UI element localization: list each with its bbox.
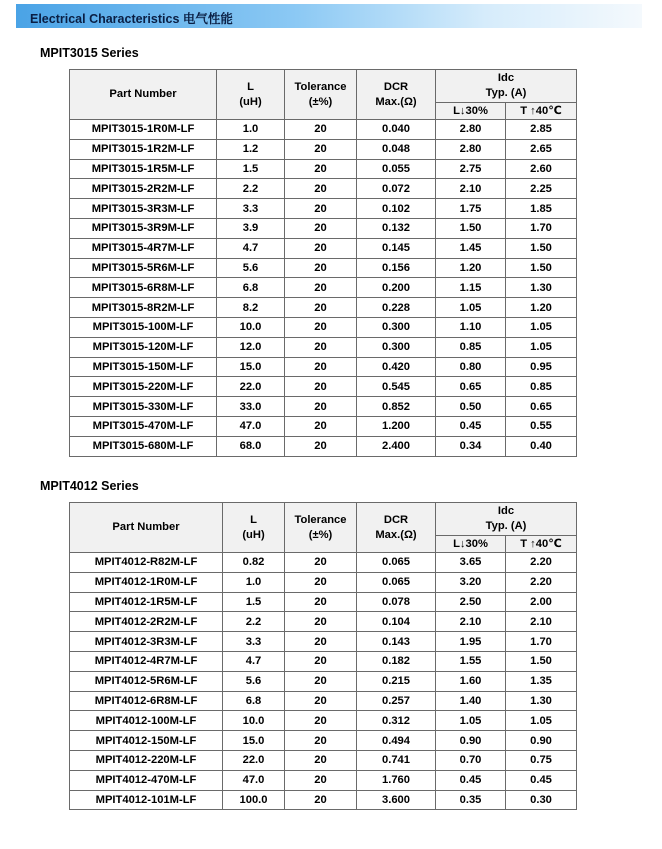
tolerance-cell: 20 bbox=[285, 159, 357, 179]
dcr-cell: 0.300 bbox=[357, 317, 436, 337]
part-number-cell: MPIT3015-120M-LF bbox=[70, 337, 217, 357]
idc-t-rise-cell: 0.30 bbox=[506, 790, 577, 810]
header-tolerance-line2: (±%) bbox=[308, 528, 333, 541]
idc-t-rise-cell: 0.45 bbox=[506, 770, 577, 790]
part-number-cell: MPIT3015-220M-LF bbox=[70, 377, 217, 397]
idc-t-rise-cell: 1.50 bbox=[506, 651, 577, 671]
part-number-cell: MPIT4012-470M-LF bbox=[70, 770, 223, 790]
idc-l-drop-cell: 1.45 bbox=[436, 238, 506, 258]
table-row bbox=[70, 397, 577, 417]
inductance-cell: 22.0 bbox=[223, 750, 285, 770]
part-number-cell: MPIT3015-4R7M-LF bbox=[70, 238, 217, 258]
idc-l-drop-cell: 2.10 bbox=[436, 179, 506, 199]
tolerance-cell: 20 bbox=[285, 357, 357, 377]
header-idc bbox=[436, 503, 577, 536]
idc-l-drop-cell: 1.75 bbox=[436, 199, 506, 219]
idc-l-drop-cell: 1.55 bbox=[436, 651, 506, 671]
idc-t-rise-cell: 1.35 bbox=[506, 671, 577, 691]
part-number-cell: MPIT3015-330M-LF bbox=[70, 397, 217, 417]
table-row bbox=[70, 238, 577, 258]
idc-l-drop-cell: 0.45 bbox=[436, 770, 506, 790]
idc-t-rise-cell: 1.50 bbox=[506, 258, 577, 278]
header-part-number: Part Number bbox=[70, 70, 217, 120]
inductance-cell: 100.0 bbox=[223, 790, 285, 810]
spec-table-mpit4012 bbox=[69, 502, 577, 810]
table-row bbox=[70, 731, 577, 751]
table-row bbox=[70, 711, 577, 731]
table-row bbox=[70, 120, 577, 140]
header-tolerance bbox=[285, 70, 357, 120]
inductance-cell: 68.0 bbox=[217, 436, 285, 456]
dcr-cell: 0.102 bbox=[357, 199, 436, 219]
dcr-cell: 0.420 bbox=[357, 357, 436, 377]
idc-t-rise-cell: 1.50 bbox=[506, 238, 577, 258]
inductance-cell: 10.0 bbox=[223, 711, 285, 731]
idc-l-drop-cell: 1.95 bbox=[436, 632, 506, 652]
table-row bbox=[70, 671, 577, 691]
idc-t-rise-cell: 1.05 bbox=[506, 317, 577, 337]
header-idc-line1: Idc bbox=[497, 72, 515, 84]
idc-t-rise-cell: 2.10 bbox=[506, 612, 577, 632]
part-number-cell: MPIT4012-1R0M-LF bbox=[70, 572, 223, 592]
dcr-cell: 0.143 bbox=[357, 632, 436, 652]
table-row bbox=[70, 750, 577, 770]
tolerance-cell: 20 bbox=[285, 572, 357, 592]
dcr-cell: 0.215 bbox=[357, 671, 436, 691]
tolerance-cell: 20 bbox=[285, 731, 357, 751]
header-idc-line1: Idc bbox=[497, 505, 515, 517]
idc-l-drop-cell: 0.85 bbox=[436, 337, 506, 357]
tolerance-cell: 20 bbox=[285, 671, 357, 691]
idc-l-drop-cell: 1.15 bbox=[436, 278, 506, 298]
idc-l-drop-cell: 2.80 bbox=[436, 139, 506, 159]
table-row bbox=[70, 592, 577, 612]
idc-t-rise-cell: 2.25 bbox=[506, 179, 577, 199]
tolerance-cell: 20 bbox=[285, 179, 357, 199]
table-row bbox=[70, 416, 577, 436]
idc-t-rise-cell: 1.05 bbox=[506, 337, 577, 357]
part-number-cell: MPIT3015-1R0M-LF bbox=[70, 120, 217, 140]
part-number-cell: MPIT3015-2R2M-LF bbox=[70, 179, 217, 199]
idc-t-rise-cell: 1.70 bbox=[506, 218, 577, 238]
idc-t-rise-cell: 0.90 bbox=[506, 731, 577, 751]
dcr-cell: 0.132 bbox=[357, 218, 436, 238]
section-title: Electrical Characteristics 电气性能 bbox=[30, 12, 233, 26]
part-number-cell: MPIT3015-8R2M-LF bbox=[70, 298, 217, 318]
part-number-cell: MPIT3015-5R6M-LF bbox=[70, 258, 217, 278]
tolerance-cell: 20 bbox=[285, 238, 357, 258]
dcr-cell: 0.145 bbox=[357, 238, 436, 258]
table-row bbox=[70, 651, 577, 671]
dcr-cell: 0.065 bbox=[357, 553, 436, 573]
part-number-cell: MPIT3015-150M-LF bbox=[70, 357, 217, 377]
idc-l-drop-cell: 0.70 bbox=[436, 750, 506, 770]
part-number-cell: MPIT4012-101M-LF bbox=[70, 790, 223, 810]
table-row bbox=[70, 691, 577, 711]
inductance-cell: 47.0 bbox=[217, 416, 285, 436]
inductance-cell: 15.0 bbox=[223, 731, 285, 751]
idc-l-drop-cell: 0.34 bbox=[436, 436, 506, 456]
part-number-cell: MPIT3015-470M-LF bbox=[70, 416, 217, 436]
header-idc-line2: Typ. (A) bbox=[485, 520, 527, 532]
part-number-cell: MPIT3015-6R8M-LF bbox=[70, 278, 217, 298]
idc-l-drop-cell: 2.80 bbox=[436, 120, 506, 140]
part-number-cell: MPIT4012-4R7M-LF bbox=[70, 651, 223, 671]
dcr-cell: 1.200 bbox=[357, 416, 436, 436]
table-body-mpit4012 bbox=[70, 553, 577, 810]
inductance-cell: 5.6 bbox=[223, 671, 285, 691]
inductance-cell: 6.8 bbox=[223, 691, 285, 711]
table-row bbox=[70, 159, 577, 179]
header-tolerance bbox=[285, 503, 357, 553]
header-inductance-line1: L bbox=[247, 80, 254, 93]
idc-t-rise-cell: 0.65 bbox=[506, 397, 577, 417]
dcr-cell: 0.312 bbox=[357, 711, 436, 731]
idc-l-drop-cell: 0.90 bbox=[436, 731, 506, 751]
tolerance-cell: 20 bbox=[285, 711, 357, 731]
inductance-cell: 1.2 bbox=[217, 139, 285, 159]
idc-t-rise-cell: 0.85 bbox=[506, 377, 577, 397]
idc-t-rise-cell: 2.65 bbox=[506, 139, 577, 159]
header-inductance-line2: (uH) bbox=[239, 95, 262, 108]
tolerance-cell: 20 bbox=[285, 397, 357, 417]
tolerance-cell: 20 bbox=[285, 377, 357, 397]
part-number-cell: MPIT4012-100M-LF bbox=[70, 711, 223, 731]
inductance-cell: 4.7 bbox=[217, 238, 285, 258]
spec-table-mpit3015 bbox=[69, 69, 577, 457]
idc-t-rise-cell: 0.40 bbox=[506, 436, 577, 456]
header-dcr-line2: Max.(Ω) bbox=[375, 528, 417, 541]
part-number-cell: MPIT4012-150M-LF bbox=[70, 731, 223, 751]
table-body-mpit3015 bbox=[70, 120, 577, 457]
idc-t-rise-cell: 1.30 bbox=[506, 691, 577, 711]
inductance-cell: 3.9 bbox=[217, 218, 285, 238]
table-row bbox=[70, 612, 577, 632]
idc-t-rise-cell: 1.70 bbox=[506, 632, 577, 652]
dcr-cell: 0.494 bbox=[357, 731, 436, 751]
tolerance-cell: 20 bbox=[285, 612, 357, 632]
idc-l-drop-cell: 3.65 bbox=[436, 553, 506, 573]
idc-t-rise-cell: 0.55 bbox=[506, 416, 577, 436]
idc-l-drop-cell: 0.50 bbox=[436, 397, 506, 417]
tolerance-cell: 20 bbox=[285, 317, 357, 337]
inductance-cell: 2.2 bbox=[223, 612, 285, 632]
tolerance-cell: 20 bbox=[285, 790, 357, 810]
tolerance-cell: 20 bbox=[285, 337, 357, 357]
header-tolerance-line2: (±%) bbox=[308, 95, 333, 108]
part-number-cell: MPIT4012-R82M-LF bbox=[70, 553, 223, 573]
inductance-cell: 0.82 bbox=[223, 553, 285, 573]
header-idc-line2: Typ. (A) bbox=[485, 87, 527, 99]
table-row bbox=[70, 436, 577, 456]
part-number-cell: MPIT4012-220M-LF bbox=[70, 750, 223, 770]
part-number-cell: MPIT4012-5R6M-LF bbox=[70, 671, 223, 691]
idc-l-drop-cell: 2.10 bbox=[436, 612, 506, 632]
idc-t-rise-cell: 2.85 bbox=[506, 120, 577, 140]
header-tolerance-line1: Tolerance bbox=[294, 80, 347, 93]
table-row bbox=[70, 298, 577, 318]
inductance-cell: 22.0 bbox=[217, 377, 285, 397]
table-row bbox=[70, 572, 577, 592]
part-number-cell: MPIT3015-1R5M-LF bbox=[70, 159, 217, 179]
idc-l-drop-cell: 2.50 bbox=[436, 592, 506, 612]
inductance-cell: 1.5 bbox=[223, 592, 285, 612]
inductance-cell: 47.0 bbox=[223, 770, 285, 790]
part-number-cell: MPIT3015-1R2M-LF bbox=[70, 139, 217, 159]
part-number-cell: MPIT4012-6R8M-LF bbox=[70, 691, 223, 711]
idc-l-drop-cell: 1.05 bbox=[436, 711, 506, 731]
table-row bbox=[70, 632, 577, 652]
inductance-cell: 10.0 bbox=[217, 317, 285, 337]
header-dcr bbox=[357, 503, 436, 553]
table-row bbox=[70, 278, 577, 298]
inductance-cell: 15.0 bbox=[217, 357, 285, 377]
idc-l-drop-cell: 1.60 bbox=[436, 671, 506, 691]
idc-t-rise-cell: 0.95 bbox=[506, 357, 577, 377]
series-title-mpit4012: MPIT4012 Series bbox=[40, 479, 139, 493]
inductance-cell: 6.8 bbox=[217, 278, 285, 298]
tolerance-cell: 20 bbox=[285, 691, 357, 711]
header-inductance-line2: (uH) bbox=[242, 528, 265, 541]
tolerance-cell: 20 bbox=[285, 278, 357, 298]
inductance-cell: 33.0 bbox=[217, 397, 285, 417]
tolerance-cell: 20 bbox=[285, 553, 357, 573]
idc-t-rise-cell: 1.20 bbox=[506, 298, 577, 318]
dcr-cell: 0.072 bbox=[357, 179, 436, 199]
inductance-cell: 3.3 bbox=[217, 199, 285, 219]
inductance-cell: 8.2 bbox=[217, 298, 285, 318]
dcr-cell: 0.200 bbox=[357, 278, 436, 298]
dcr-cell: 2.400 bbox=[357, 436, 436, 456]
dcr-cell: 0.741 bbox=[357, 750, 436, 770]
tolerance-cell: 20 bbox=[285, 298, 357, 318]
tolerance-cell: 20 bbox=[285, 258, 357, 278]
part-number-cell: MPIT3015-3R3M-LF bbox=[70, 199, 217, 219]
tolerance-cell: 20 bbox=[285, 651, 357, 671]
idc-l-drop-cell: 1.20 bbox=[436, 258, 506, 278]
idc-l-drop-cell: 0.35 bbox=[436, 790, 506, 810]
dcr-cell: 0.852 bbox=[357, 397, 436, 417]
dcr-cell: 0.228 bbox=[357, 298, 436, 318]
table-row bbox=[70, 199, 577, 219]
idc-t-rise-cell: 2.00 bbox=[506, 592, 577, 612]
header-dcr bbox=[357, 70, 436, 120]
table-row bbox=[70, 357, 577, 377]
table-row bbox=[70, 553, 577, 573]
part-number-cell: MPIT3015-100M-LF bbox=[70, 317, 217, 337]
idc-l-drop-cell: 1.05 bbox=[436, 298, 506, 318]
part-number-cell: MPIT4012-2R2M-LF bbox=[70, 612, 223, 632]
inductance-cell: 3.3 bbox=[223, 632, 285, 652]
table-row bbox=[70, 790, 577, 810]
part-number-cell: MPIT4012-3R3M-LF bbox=[70, 632, 223, 652]
header-inductance bbox=[217, 70, 285, 120]
header-idc bbox=[436, 70, 577, 103]
tolerance-cell: 20 bbox=[285, 120, 357, 140]
inductance-cell: 2.2 bbox=[217, 179, 285, 199]
tolerance-cell: 20 bbox=[285, 436, 357, 456]
table-row bbox=[70, 317, 577, 337]
inductance-cell: 1.0 bbox=[217, 120, 285, 140]
dcr-cell: 0.182 bbox=[357, 651, 436, 671]
header-inductance bbox=[223, 503, 285, 553]
tolerance-cell: 20 bbox=[285, 770, 357, 790]
idc-l-drop-cell: 1.40 bbox=[436, 691, 506, 711]
inductance-cell: 1.5 bbox=[217, 159, 285, 179]
inductance-cell: 4.7 bbox=[223, 651, 285, 671]
tolerance-cell: 20 bbox=[285, 750, 357, 770]
header-part-number: Part Number bbox=[70, 503, 223, 553]
idc-l-drop-cell: 1.10 bbox=[436, 317, 506, 337]
tolerance-cell: 20 bbox=[285, 416, 357, 436]
inductance-cell: 1.0 bbox=[223, 572, 285, 592]
idc-l-drop-cell: 2.75 bbox=[436, 159, 506, 179]
idc-l-drop-cell: 0.45 bbox=[436, 416, 506, 436]
inductance-cell: 12.0 bbox=[217, 337, 285, 357]
section-banner bbox=[16, 4, 642, 28]
table-row bbox=[70, 377, 577, 397]
header-dcr-line2: Max.(Ω) bbox=[375, 95, 417, 108]
idc-t-rise-cell: 1.30 bbox=[506, 278, 577, 298]
part-number-cell: MPIT3015-680M-LF bbox=[70, 436, 217, 456]
header-idc-t-rise: T ↑40℃ bbox=[506, 103, 577, 120]
header-idc-l-drop: L↓30% bbox=[436, 103, 506, 120]
idc-t-rise-cell: 1.85 bbox=[506, 199, 577, 219]
dcr-cell: 0.257 bbox=[357, 691, 436, 711]
inductance-cell: 5.6 bbox=[217, 258, 285, 278]
dcr-cell: 0.065 bbox=[357, 572, 436, 592]
dcr-cell: 0.156 bbox=[357, 258, 436, 278]
series-title-mpit3015: MPIT3015 Series bbox=[40, 46, 139, 60]
dcr-cell: 0.048 bbox=[357, 139, 436, 159]
dcr-cell: 0.055 bbox=[357, 159, 436, 179]
tolerance-cell: 20 bbox=[285, 632, 357, 652]
header-idc-t-rise: T ↑40℃ bbox=[506, 536, 577, 553]
table-row bbox=[70, 179, 577, 199]
idc-t-rise-cell: 2.60 bbox=[506, 159, 577, 179]
dcr-cell: 3.600 bbox=[357, 790, 436, 810]
header-idc-l-drop: L↓30% bbox=[436, 536, 506, 553]
dcr-cell: 0.300 bbox=[357, 337, 436, 357]
header-tolerance-line1: Tolerance bbox=[294, 513, 347, 526]
table-row bbox=[70, 258, 577, 278]
dcr-cell: 0.040 bbox=[357, 120, 436, 140]
idc-t-rise-cell: 1.05 bbox=[506, 711, 577, 731]
table-row bbox=[70, 139, 577, 159]
tolerance-cell: 20 bbox=[285, 592, 357, 612]
idc-t-rise-cell: 2.20 bbox=[506, 553, 577, 573]
idc-t-rise-cell: 2.20 bbox=[506, 572, 577, 592]
dcr-cell: 1.760 bbox=[357, 770, 436, 790]
dcr-cell: 0.545 bbox=[357, 377, 436, 397]
dcr-cell: 0.104 bbox=[357, 612, 436, 632]
header-dcr-line1: DCR bbox=[383, 513, 409, 526]
idc-l-drop-cell: 0.80 bbox=[436, 357, 506, 377]
idc-l-drop-cell: 3.20 bbox=[436, 572, 506, 592]
header-dcr-line1: DCR bbox=[383, 80, 409, 93]
tolerance-cell: 20 bbox=[285, 218, 357, 238]
idc-l-drop-cell: 1.50 bbox=[436, 218, 506, 238]
tolerance-cell: 20 bbox=[285, 139, 357, 159]
table-row bbox=[70, 770, 577, 790]
dcr-cell: 0.078 bbox=[357, 592, 436, 612]
part-number-cell: MPIT4012-1R5M-LF bbox=[70, 592, 223, 612]
table-row bbox=[70, 337, 577, 357]
header-inductance-line1: L bbox=[250, 513, 257, 526]
tolerance-cell: 20 bbox=[285, 199, 357, 219]
idc-t-rise-cell: 0.75 bbox=[506, 750, 577, 770]
idc-l-drop-cell: 0.65 bbox=[436, 377, 506, 397]
part-number-cell: MPIT3015-3R9M-LF bbox=[70, 218, 217, 238]
table-row bbox=[70, 218, 577, 238]
